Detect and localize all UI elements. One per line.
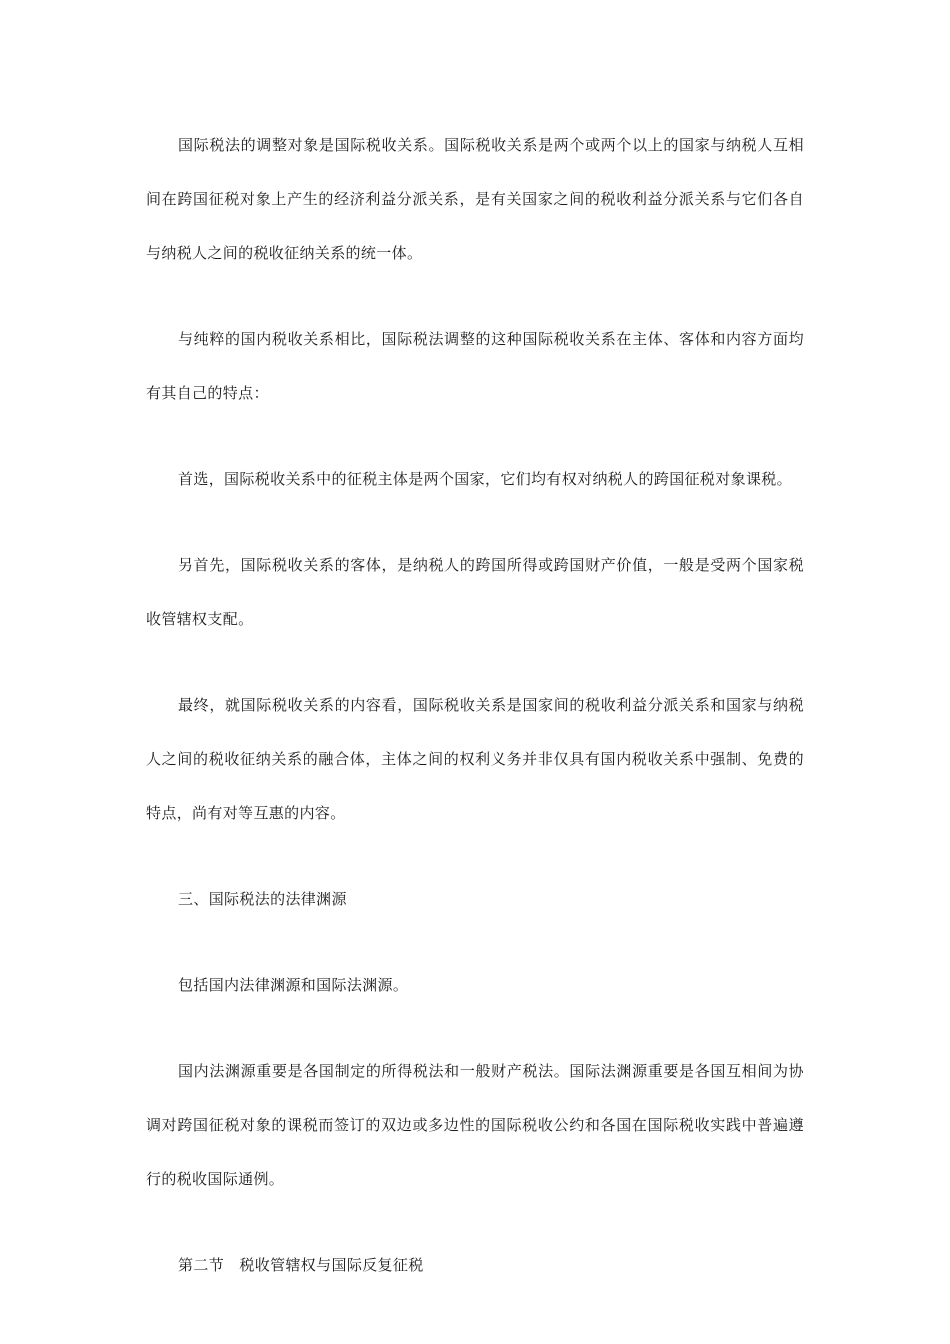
paragraph-comparison: 与纯粹的国内税收关系相比，国际税法调整的这种国际税收关系在主体、客体和内容方面均有其自己的特点： bbox=[146, 330, 804, 402]
paragraph-final-point: 最终，就国际税收关系的内容看，国际税收关系是国家间的税收利益分派关系和国家与纳税人之间的税收征纳关系的融合体，主体之间的权利义务并非仅具有国内税收关系中强制、免费的特点，尚有对等互惠的内容。 bbox=[146, 696, 804, 822]
paragraph-sources-detail: 国内法渊源重要是各国制定的所得税法和一般财产税法。国际法渊源重要是各国互相间为协调对跨国征税对象的课税而签订的双边或多边性的国际税收公约和各国在国际税收实践中普遍遵行的税收国际通例。 bbox=[146, 1062, 804, 1188]
paragraph-first-point: 首选，国际税收关系中的征税主体是两个国家，它们均有权对纳税人的跨国征税对象课税。 bbox=[178, 470, 793, 488]
document-body bbox=[146, 118, 804, 1324]
section-heading-section-two: 第二节 税收管辖权与国际反复征税 bbox=[178, 1256, 424, 1274]
paragraph-adjustment-object: 国际税法的调整对象是国际税收关系。国际税收关系是两个或两个以上的国家与纳税人互相间在跨国征税对象上产生的经济利益分派关系，是有关国家之间的税收利益分派关系与它们各自与纳税人之间的税收征纳关系的统一体。 bbox=[146, 136, 804, 262]
paragraph-second-point: 另首先，国际税收关系的客体，是纳税人的跨国所得或跨国财产价值，一般是受两个国家税收管辖权支配。 bbox=[146, 556, 804, 628]
paragraph-sources-summary: 包括国内法律渊源和国际法渊源。 bbox=[178, 976, 409, 994]
section-heading-legal-sources: 三、国际税法的法律渊源 bbox=[178, 890, 347, 908]
